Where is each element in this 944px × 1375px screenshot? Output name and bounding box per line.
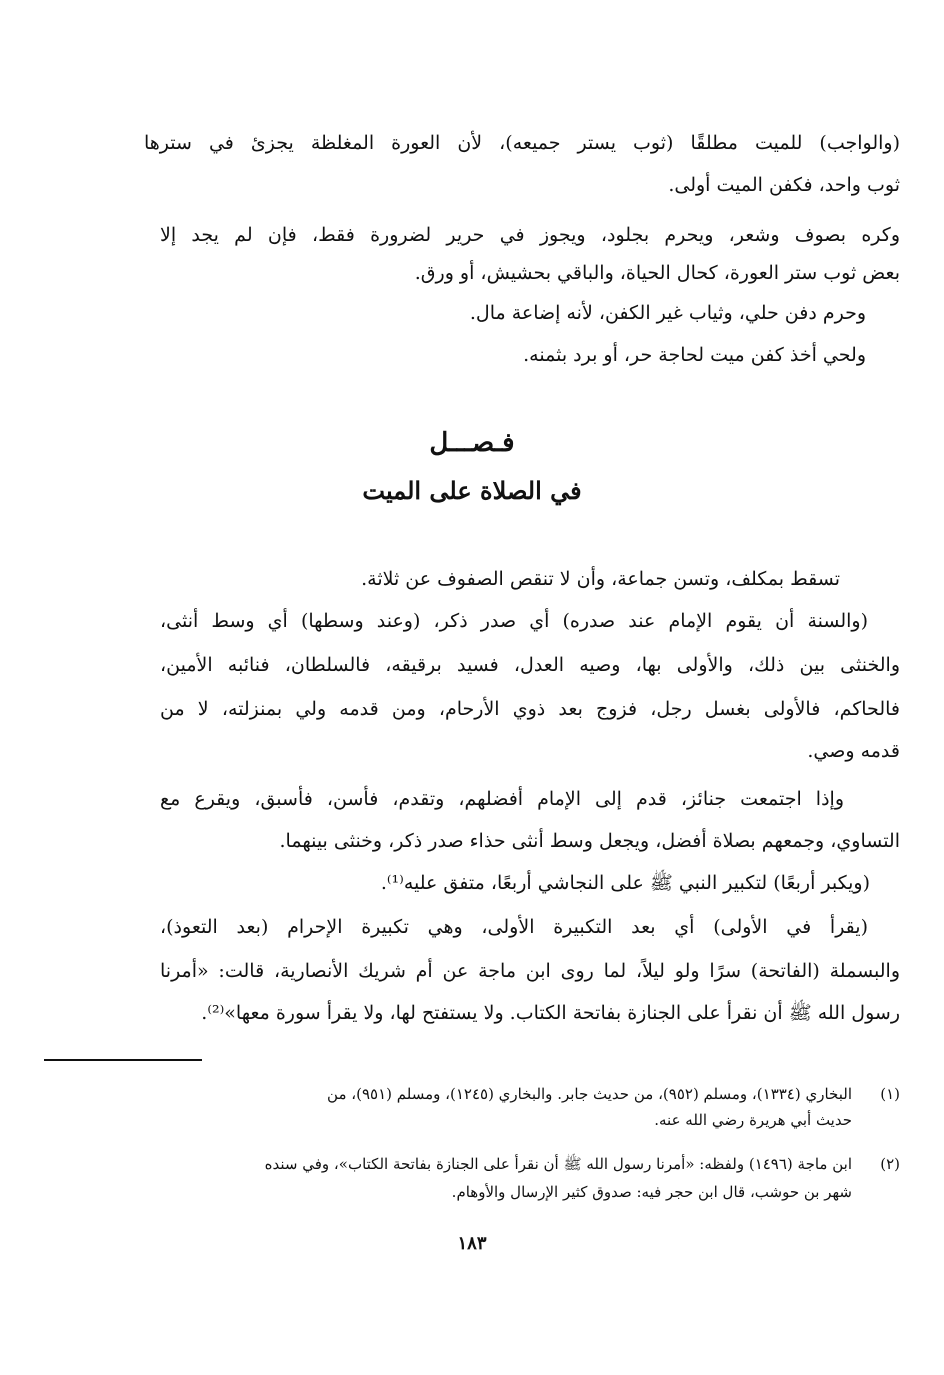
text-line: وإذا اجتمعت جنائز، قدم إلى الإمام أفضلهم، وتقدم، فأسن، فأسبق، ويقرع مع	[160, 788, 844, 810]
text-line: بعض ثوب ستر العورة، كحال الحياة، والباقي بحشيش، أو ورق.	[414, 262, 900, 284]
text-line: (والواجب) للميت مطلقًا (ثوب يستر جميعه)، لأن العورة المغلظة يجزئ في سترها	[144, 132, 900, 154]
text-line: التساوي، وجمعهم بصلاة أفضل، ويجعل وسط أنثى حذاء صدر ذكر، وخنثى بينهما.	[279, 830, 900, 852]
footnote-line: شهر بن حوشب، قال ابن حجر فيه: صدوق كثير الإرسال والأوهام.	[451, 1183, 852, 1201]
footnote-number: (١)	[880, 1085, 900, 1103]
footnote-line: حديث أبي هريرة رضي الله عنه.	[654, 1111, 852, 1129]
text-line: والخنثى بين ذلك، والأولى بها، وصيه العدل، فسيد برقيقه، فالسلطان، فنائبه الأمين،	[160, 654, 900, 676]
section-subheading: في الصلاة على الميت	[362, 476, 582, 505]
text-line: قدمه وصي.	[807, 740, 900, 762]
footnote-number: (٢)	[880, 1155, 900, 1173]
text-line: والبسملة (الفاتحة) سرًا ولو ليلاً، لما روى ابن ماجة عن أم شريك الأنصارية، قالت: «أمرنا	[160, 960, 900, 982]
text-line: (يقرأ في الأولى) أي بعد التكبيرة الأولى، وهي تكبيرة الإحرام (بعد التعوذ)،	[160, 916, 868, 938]
footnote-divider	[44, 1059, 202, 1061]
section-heading: فـصـــل	[429, 428, 515, 458]
text-line: رسول الله ﷺ أن نقرأ على الجنازة بفاتحة الكتاب. ولا يستفتح لها، ولا يقرأ سورة معها»⁽²⁾.	[201, 1002, 900, 1024]
text-line: ولحي أخذ كفن ميت لحاجة حر، أو برد بثمنه.	[523, 344, 866, 366]
footnote-line: ابن ماجة (١٤٩٦) ولفظه: «أمرنا رسول الله ﷺ أن نقرأ على الجنازة بفاتحة الكتاب»، وفي سنده	[264, 1155, 852, 1173]
text-line: (ويكبر أربعًا) لتكبير النبي ﷺ على النجاشي أربعًا، متفق عليه⁽¹⁾.	[380, 872, 870, 894]
page-number: ١٨٣	[457, 1233, 487, 1254]
text-line: ثوب واحد، فكفن الميت أولى.	[668, 174, 900, 196]
footnote-line: البخاري (١٣٣٤)، ومسلم (٩٥٢)، من حديث جابر. والبخاري (١٢٤٥)، ومسلم (٩٥١)، من	[327, 1085, 852, 1103]
text-line: فالحاكم، فالأولى بغسل رجل، فزوج بعد ذوي الأرحام، ومن قدمه ولي بمنزلته، لا من	[160, 698, 900, 720]
text-line: تسقط بمكلف، وتسن جماعة، وأن لا تنقص الصفوف عن ثلاثة.	[361, 568, 840, 590]
text-line: وكره بصوف وشعر، ويحرم بجلود، ويجوز في حرير لضرورة فقط، فإن لم يجد إلا	[160, 224, 900, 246]
text-line: (والسنة أن يقوم الإمام عند صدره) أي صدر ذكر، (وعند وسطها) أي وسط أنثى،	[160, 610, 868, 632]
text-line: وحرم دفن حلي، وثياب غير الكفن، لأنه إضاعة مال.	[469, 302, 866, 324]
